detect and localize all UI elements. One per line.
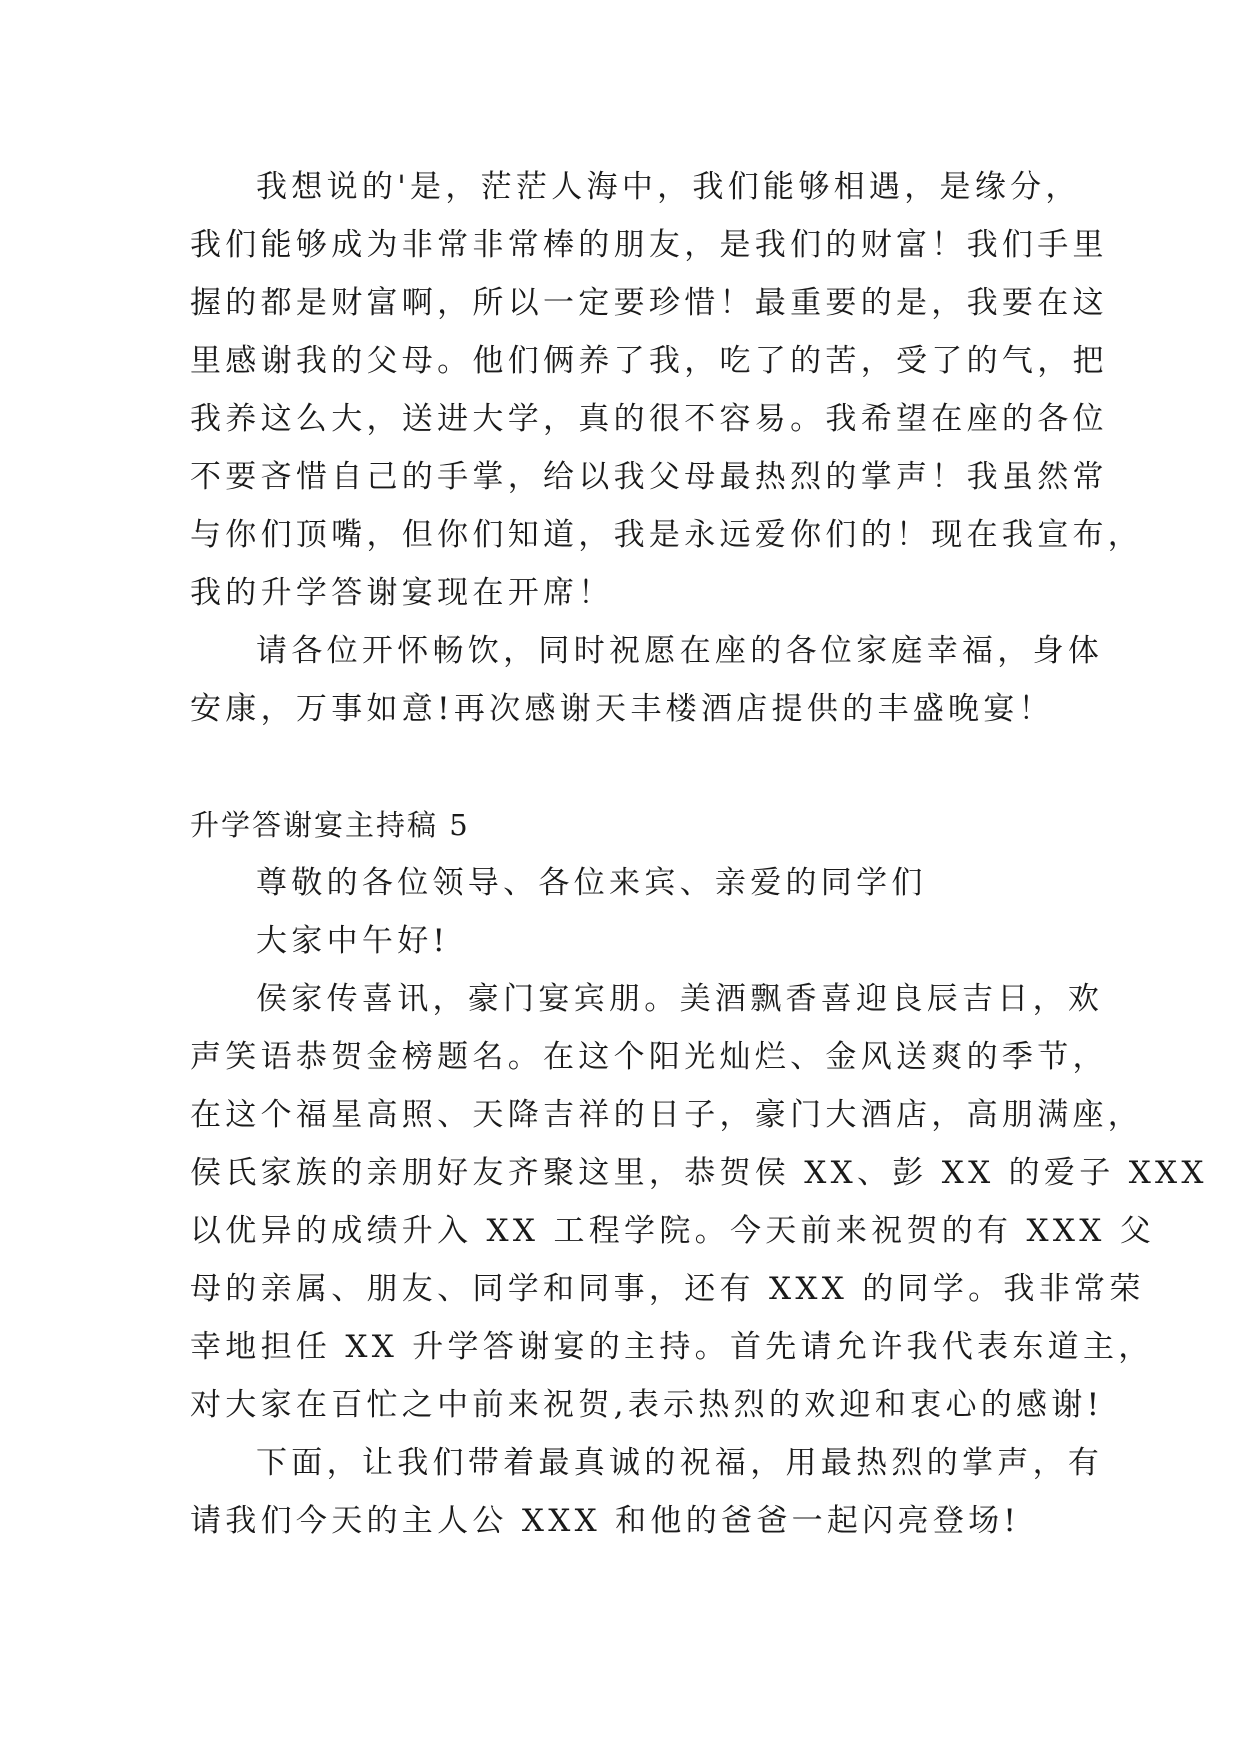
paragraph (190, 1434, 1104, 1550)
text-line: 尊敬的各位领导、各位来宾、亲爱的同学们 (256, 865, 927, 901)
paragraph (190, 912, 1070, 970)
text-line: 我想说的'是，茫茫人海中，我们能够相遇，是缘分， (256, 169, 1081, 205)
text-line: 幸地担任 XX 升学答谢宴的主持。首先请允许我代表东道主， (190, 1329, 1154, 1365)
text-line: 与你们顶嘴，但你们知道，我是永远爱你们的！现在我宣布， (190, 517, 1144, 553)
text-line: 请我们今天的主人公 XXX 和他的爸爸一起闪亮登场! (190, 1503, 1021, 1539)
text-line: 对大家在百忙之中前来祝贺,表示热烈的欢迎和衷心的感谢! (190, 1387, 1104, 1423)
text-line: 侯氏家族的亲朋好友齐聚这里，恭贺侯 XX、彭 XX 的爱子 XXX (190, 1155, 1208, 1191)
paragraph (190, 970, 1208, 1434)
document-body (190, 158, 1208, 1550)
text-line: 母的亲属、朋友、同学和同事，还有 XXX 的同学。我非常荣 (190, 1271, 1145, 1307)
text-line: 握的都是财富啊，所以一定要珍惜！最重要的是，我要在这 (190, 285, 1108, 321)
text-line: 安康，万事如意!再次感谢天丰楼酒店提供的丰盛晚宴！ (190, 691, 1054, 727)
section-heading: 升学答谢宴主持稿 5 (190, 808, 470, 842)
text-line: 以优异的成绩升入 XX 工程学院。今天前来祝贺的有 XXX 父 (190, 1213, 1156, 1249)
text-line: 下面，让我们带着最真诚的祝福，用最热烈的掌声，有 (256, 1445, 1104, 1481)
text-line: 声笑语恭贺金榜题名。在这个阳光灿烂、金风送爽的季节， (190, 1039, 1108, 1075)
text-line: 我的升学答谢宴现在开席！ (190, 575, 614, 611)
paragraph (190, 854, 1070, 912)
text-line: 我们能够成为非常非常棒的朋友，是我们的财富！我们手里 (190, 227, 1108, 263)
text-line: 里感谢我的父母。他们俩养了我，吃了的苦，受了的气，把 (190, 343, 1108, 379)
text-line: 不要吝惜自己的手掌，给以我父母最热烈的掌声！我虽然常 (190, 459, 1108, 495)
paragraph (190, 622, 1104, 738)
paragraph (190, 158, 1144, 622)
text-line: 我养这么大，送进大学，真的很不容易。我希望在座的各位 (190, 401, 1108, 437)
text-line: 请各位开怀畅饮，同时祝愿在座的各位家庭幸福，身体 (256, 633, 1104, 669)
text-line: 在这个福星高照、天降吉祥的日子，豪门大酒店，高朋满座， (190, 1097, 1144, 1133)
text-line: 侯家传喜讯，豪门宴宾朋。美酒飘香喜迎良辰吉日，欢 (256, 981, 1104, 1017)
text-line: 大家中午好! (256, 923, 450, 959)
